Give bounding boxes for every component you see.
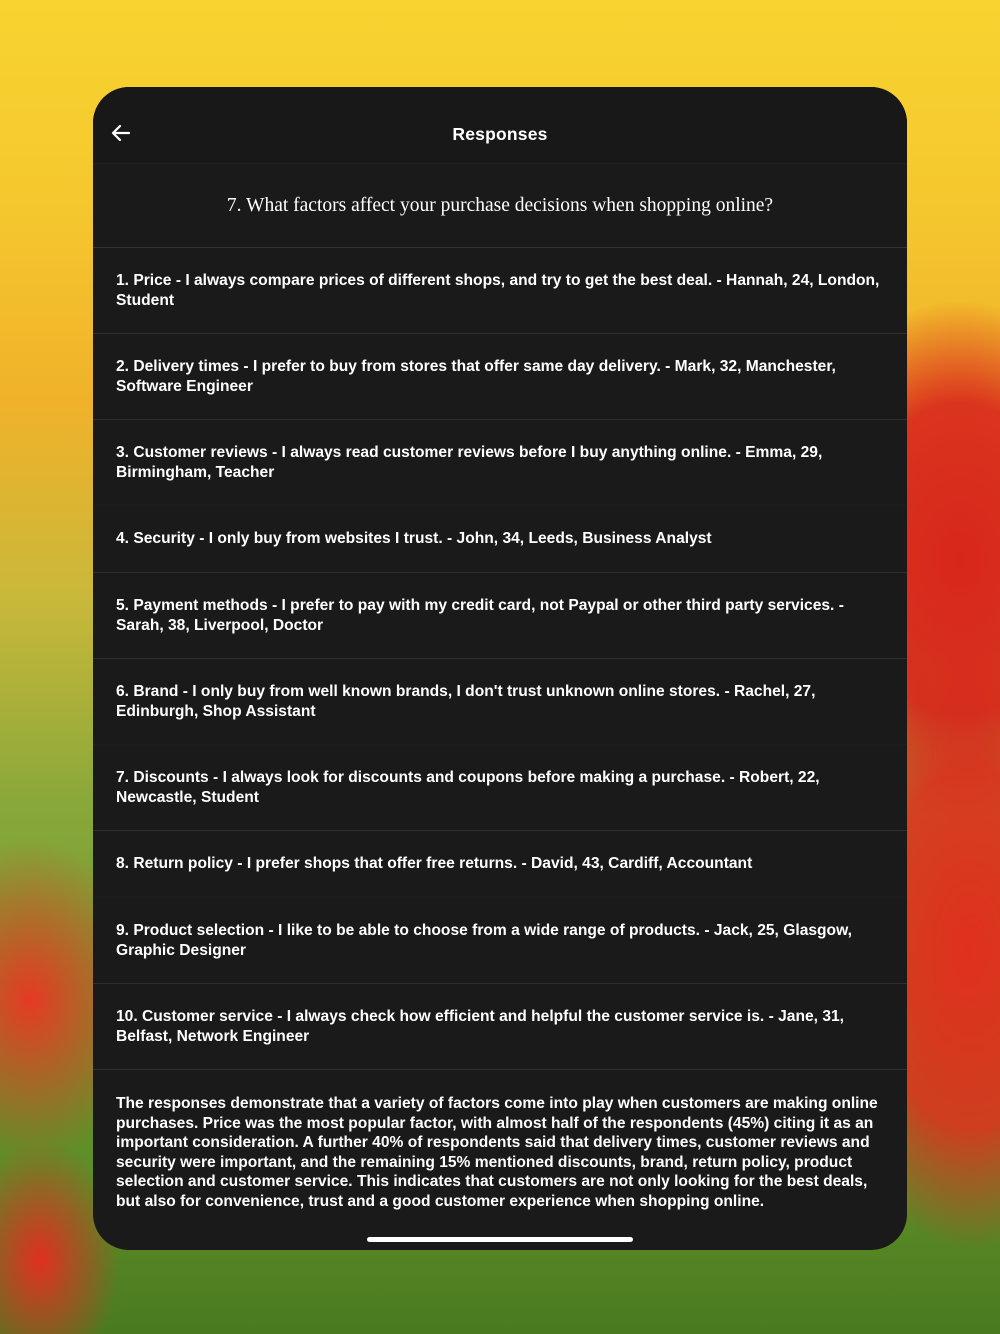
- response-item: 4. Security - I only buy from websites I trust. - John, 34, Leeds, Business Analyst: [93, 506, 907, 573]
- response-item: 10. Customer service - I always check how efficient and helpful the customer service is. - Jane, 31, Belfast, Network Engineer: [93, 984, 907, 1070]
- summary-text: The responses demonstrate that a variety of factors come into play when customers are making online purchases. Price was the most popular factor, with almost half of the respondents (45%) citing it as an important consideration. A further 40% of respondents said that delivery times, customer reviews and security were important, and the remaining 15% mentioned discounts, brand, return policy, product selection and customer service. This indicates that customers are not only looking for the best deals, but also for convenience, trust and a good customer experience when shopping online.: [116, 1095, 878, 1210]
- top-bar: [93, 87, 907, 164]
- response-item: 5. Payment methods - I prefer to pay with my credit card, not Paypal or other third party services. - Sarah, 38, Liverpool, Doctor: [93, 573, 907, 659]
- response-item: 3. Customer reviews - I always read customer reviews before I buy anything online. - Emma, 29, Birmingham, Teacher: [93, 420, 907, 506]
- question-heading: 7. What factors affect your purchase decisions when shopping online?: [93, 164, 907, 248]
- home-indicator[interactable]: [367, 1237, 633, 1242]
- response-item: 6. Brand - I only buy from well known brands, I don't trust unknown online stores. - Rachel, 27, Edinburgh, Shop Assistant: [93, 659, 907, 745]
- response-item: 7. Discounts - I always look for discounts and coupons before making a purchase. - Robert, 22, Newcastle, Student: [93, 745, 907, 831]
- response-item: 8. Return policy - I prefer shops that offer free returns. - David, 43, Cardiff, Accountant: [93, 831, 907, 898]
- response-item: 9. Product selection - I like to be able to choose from a wide range of products. - Jack, 25, Glasgow, Graphic Designer: [93, 898, 907, 984]
- responses-panel: [93, 87, 907, 1250]
- response-item: 1. Price - I always compare prices of different shops, and try to get the best deal. - Hannah, 24, London, Student: [93, 248, 907, 334]
- response-item: 2. Delivery times - I prefer to buy from stores that offer same day delivery. - Mark, 32, Manchester, Software Engineer: [93, 334, 907, 420]
- page-title: Responses: [452, 124, 548, 144]
